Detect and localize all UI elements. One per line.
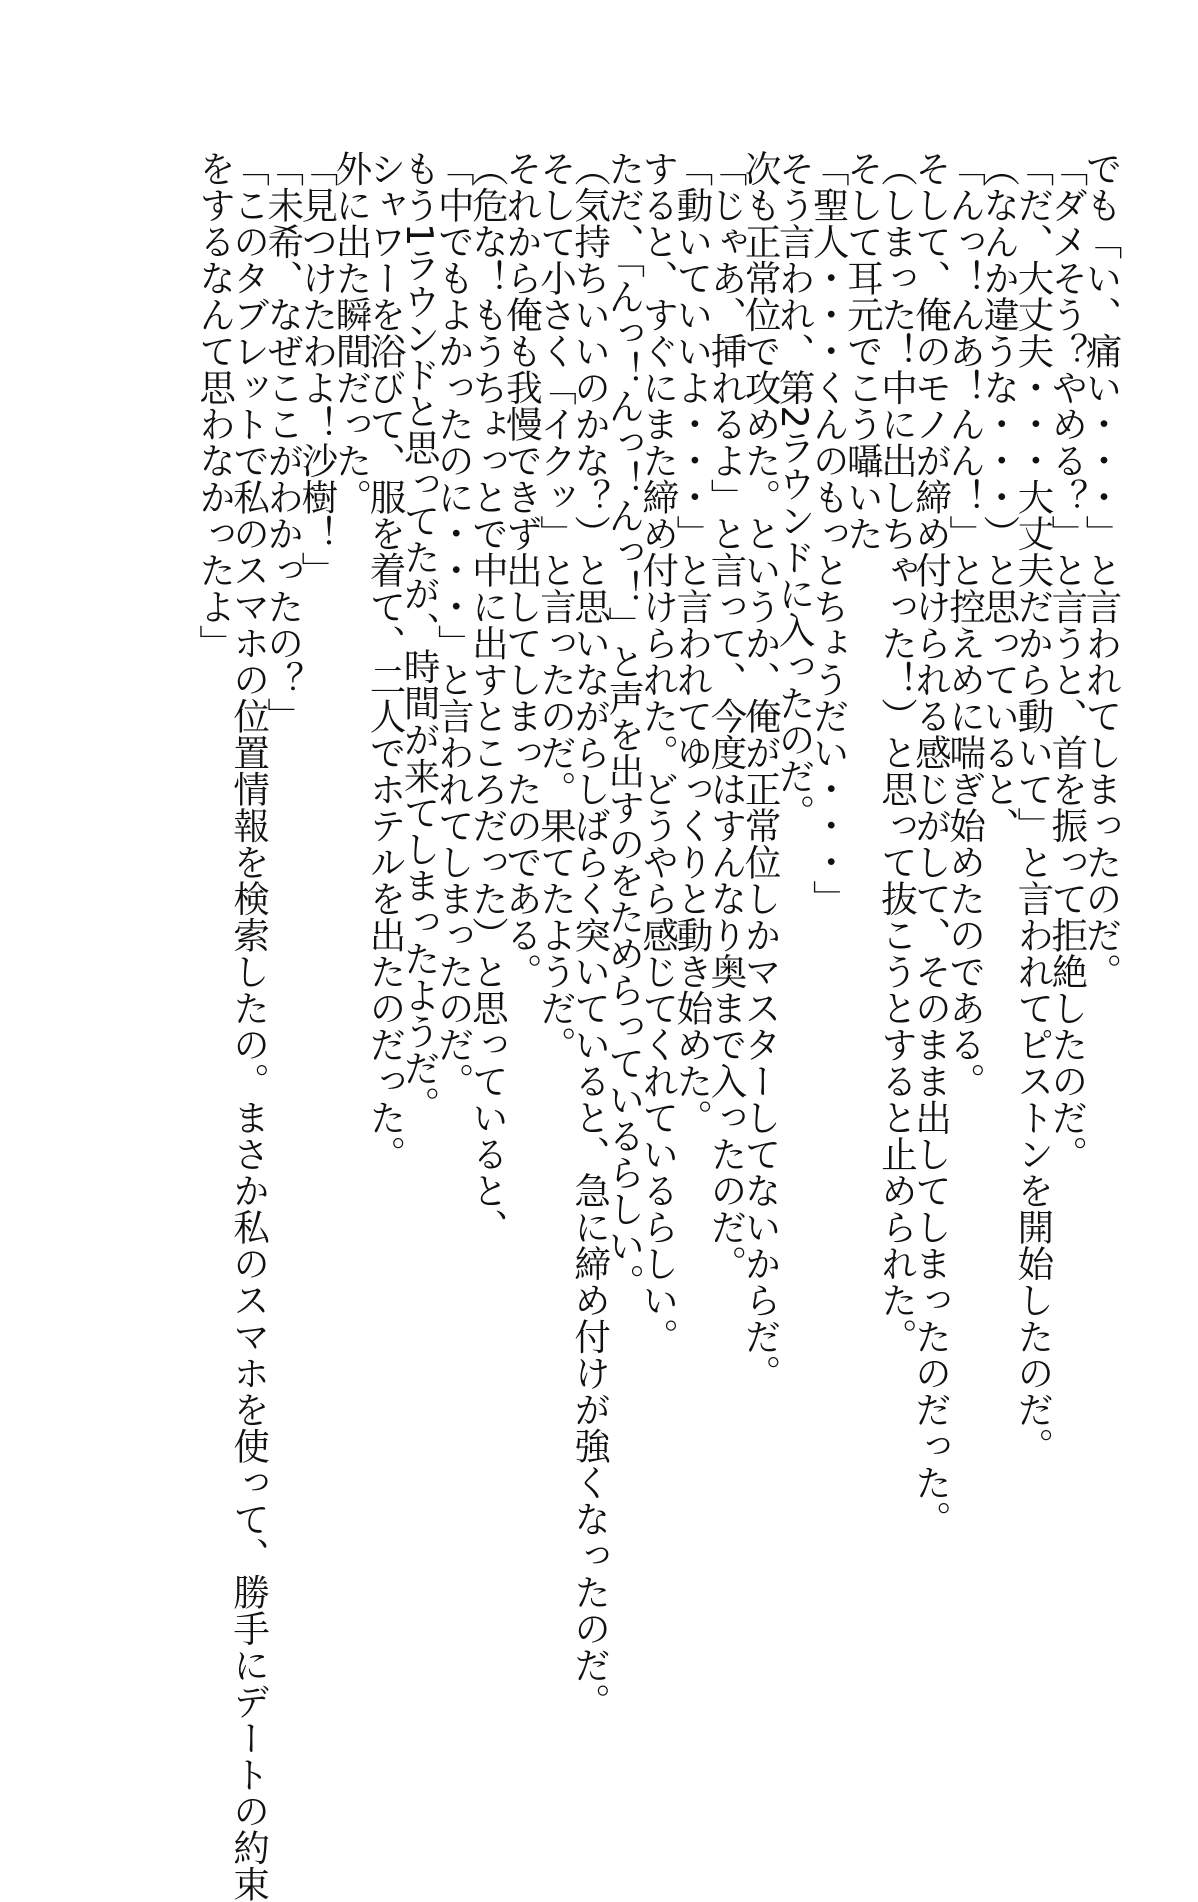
text-line: 「ダメそう？やめる？」と言うと、首を振って拒絶したのだ。 <box>1045 150 1089 1172</box>
text-line: 「中でもよかったのに・・・」と言われてしまったのだ。 <box>432 150 476 1099</box>
text-line: そう言われ、第2ラウンドに入ったのだ。 <box>773 150 817 831</box>
text-line: もう1ラウンドと思ってたが、時間が来てしまったようだ。 <box>398 150 442 1123</box>
text-line: 外に出た瞬間だった。 <box>329 150 373 515</box>
text-line: （しまった！中に出しちゃった！）と思って抜こうとすると止められた。 <box>875 150 919 1355</box>
text-line: そして小さく「イクッ」と言ったのだ。果てたようだ。 <box>534 150 578 1063</box>
text-line: 「んっ！んあ！んん！」と控えめに喘ぎ始めたのである。 <box>943 150 987 1099</box>
text-line: 「このタブレットで私のスマホの位置情報を検索したの。まさか私のスマホを使って、勝手にデートの約束 <box>227 150 271 1902</box>
text-line: 「だ、大丈夫・・・大丈夫だから動いて」と言われてピストンを開始したのだ。 <box>1011 150 1055 1464</box>
text-line: そして、俺のモノが締め付けられる感じがして、そのまま出してしまったのだった。 <box>909 150 953 1537</box>
text-line: （危な！もうちょっとで中に出すところだった）と思っていると、 <box>466 150 510 1245</box>
text-line: そして耳元でこう囁いた <box>841 150 885 552</box>
text-line: 「未希、なぜここがわかったの？」 <box>261 150 305 734</box>
text-line: 「動いていいよ・・・」と言われてゆっくりと動き始めた。 <box>670 150 714 1136</box>
text-line: それから俺も我慢できず出してしまったのである。 <box>500 150 544 990</box>
text-line: 「じゃあ、挿れるよ」と言って、今度はすんなり奥まで入ったのだ。 <box>704 150 748 1282</box>
text-line: でも「い、痛い・・・」と言われてしまったのだ。 <box>1080 150 1123 990</box>
text-line: すると、すぐにまた締め付けられた。どうやら感じてくれているらしい。 <box>636 150 680 1355</box>
text-line: ただ、「んっ！んっ！んっ！」と声を出すのをためらっているらしい。 <box>602 150 646 1300</box>
vertical-text-body <box>193 150 1123 1902</box>
text-line: 次も正常位で攻めた。というか、俺が正常位しかマスターしてないからだ。 <box>739 150 783 1391</box>
text-line: （なんか違うな・・・）と思っていると、 <box>977 150 1021 844</box>
text-line: 「聖人・・・くんのもっとちょうだい・・・」 <box>807 150 851 917</box>
text-line: シャワーを浴びて、服を着て、二人でホテルを出たのだった。 <box>364 150 408 1172</box>
text-line: 「見つけたわよ！沙樹！」 <box>295 150 339 588</box>
text-line: をするなんて思わなかったよ」 <box>193 150 237 661</box>
text-line: （気持ちいいのかな？）と思いながらしばらく突いていると、急に締め付けが強くなったのだ。 <box>568 150 612 1720</box>
